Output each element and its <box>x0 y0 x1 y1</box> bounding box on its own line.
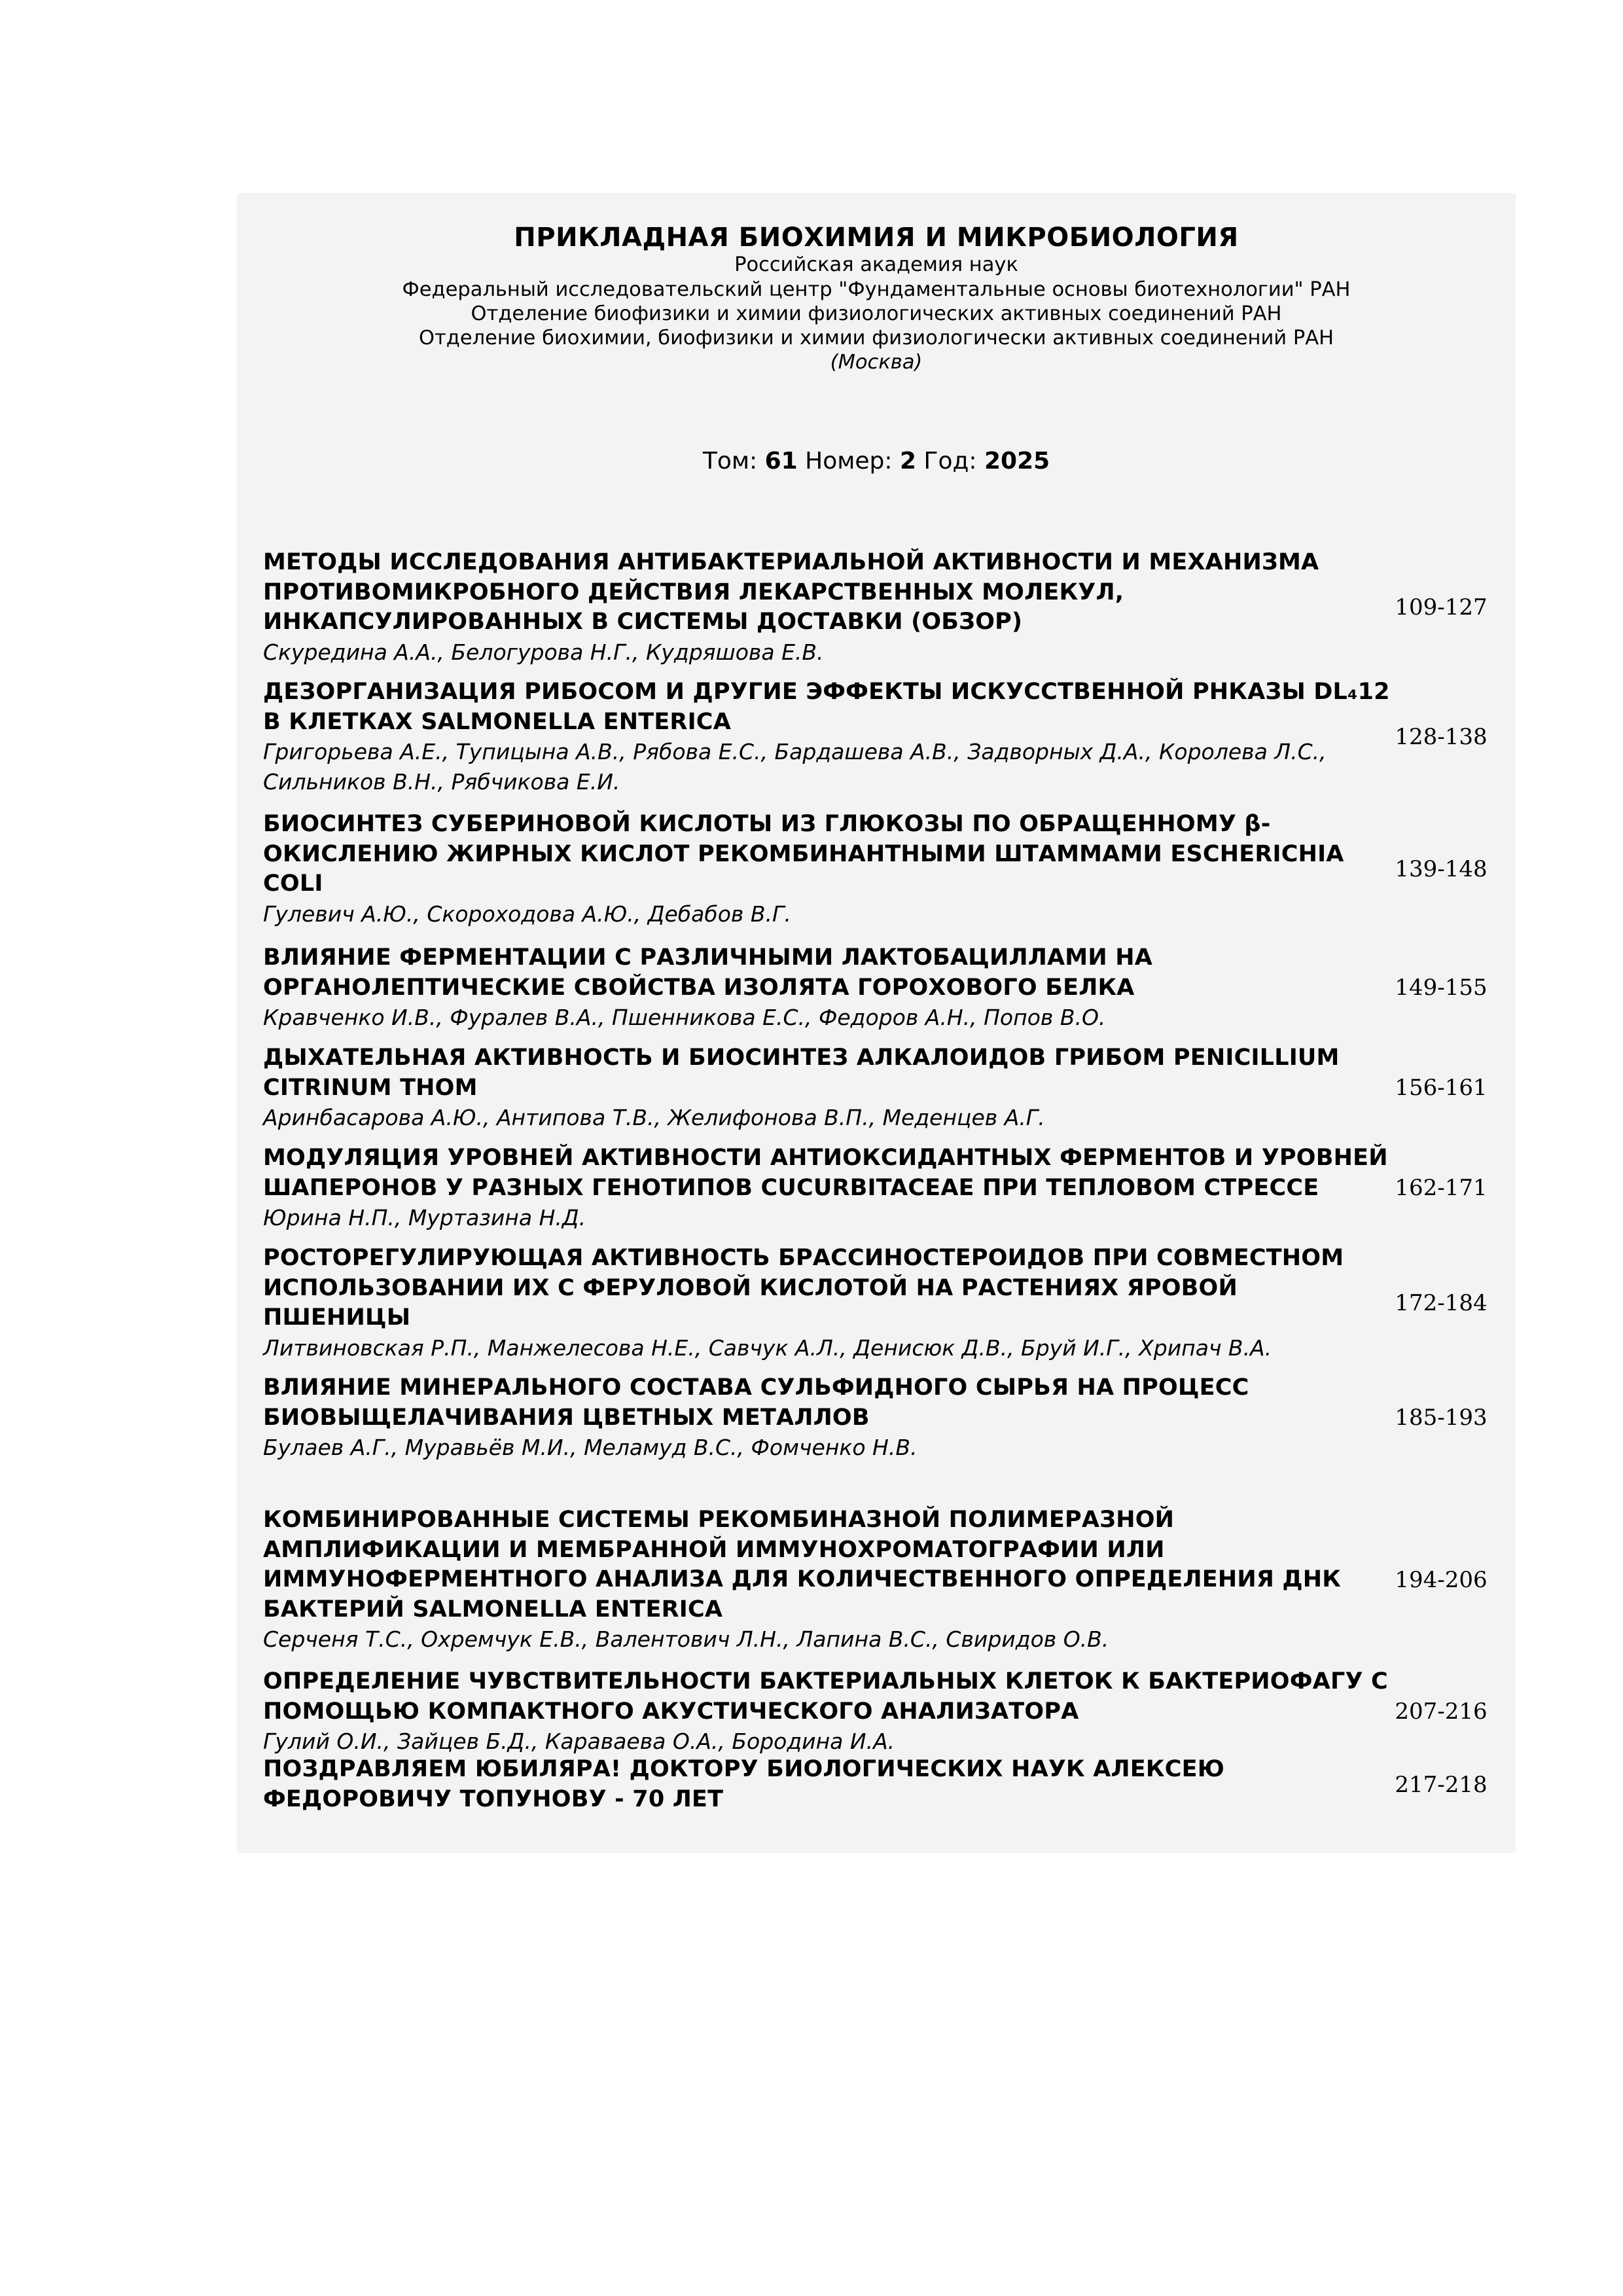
article-title-line[interactable]: АМПЛИФИКАЦИИ И МЕМБРАННОЙ ИММУНОХРОМАТОГРАФИИ ИЛИ <box>263 1536 1165 1563</box>
article-entry[interactable] <box>263 677 1488 797</box>
article-title-line[interactable]: В КЛЕТКАХ SALMONELLA ENTERICA <box>263 708 731 735</box>
article-authors-line: Гулий О.И., Зайцев Б.Д., Караваева О.А., Бородина И.А. <box>263 1729 895 1754</box>
article-title-line[interactable]: БИОВЫЩЕЛАЧИВАНИЯ ЦВЕТНЫХ МЕТАЛЛОВ <box>263 1404 870 1431</box>
article-pages: 207-216 <box>1395 1698 1488 1725</box>
article-pages: 156-161 <box>1395 1075 1488 1102</box>
article-title-line[interactable]: РОСТОРЕГУЛИРУЮЩАЯ АКТИВНОСТЬ БРАССИНОСТЕРОИДОВ ПРИ СОВМЕСТНОМ <box>263 1245 1344 1271</box>
article-authors-line: Литвиновская Р.П., Манжелесова Н.Е., Савчук А.Л., Денисюк Д.В., Бруй И.Г., Хрипач В.А. <box>263 1335 1272 1361</box>
journal-title: ПРИКЛАДНАЯ БИОХИМИЯ И МИКРОБИОЛОГИЯ <box>514 223 1239 253</box>
article-entry[interactable] <box>263 943 1488 1033</box>
article-authors-line: Сильников В.Н., Рябчикова Е.И. <box>263 768 620 795</box>
article-pages: 128-138 <box>1395 724 1488 750</box>
article-title-line[interactable]: ПОЗДРАВЛЯЕМ ЮБИЛЯРА! ДОКТОРУ БИОЛОГИЧЕСКИХ НАУК АЛЕКСЕЮ <box>263 1756 1224 1782</box>
article-title-line[interactable]: ПОМОЩЬЮ КОМПАКТНОГО АКУСТИЧЕСКОГО АНАЛИЗАТОРА <box>263 1698 1079 1725</box>
volume-value: 61 <box>764 448 798 475</box>
article-title-line[interactable]: ДЫХАТЕЛЬНАЯ АКТИВНОСТЬ И БИОСИНТЕЗ АЛКАЛОИДОВ ГРИБОМ PENICILLIUM <box>263 1045 1340 1071</box>
article-pages: 139-148 <box>1395 856 1488 882</box>
org-line: Отделение биохимии, биофизики и химии физиологически активных соединений РАН <box>418 327 1334 350</box>
article-title-line[interactable]: МОДУЛЯЦИЯ УРОВНЕЙ АКТИВНОСТИ АНТИОКСИДАНТНЫХ ФЕРМЕНТОВ И УРОВНЕЙ <box>263 1145 1388 1171</box>
year-label: Год: <box>923 448 977 475</box>
article-title-line[interactable]: БАКТЕРИЙ SALMONELLA ENTERICA <box>263 1596 723 1623</box>
article-title-line[interactable]: ДЕЗОРГАНИЗАЦИЯ РИБОСОМ И ДРУГИЕ ЭФФЕКТЫ ИСКУССТВЕННОЙ РНКАЗЫ DL₄12 <box>263 679 1390 705</box>
number-label: Номер: <box>805 448 893 475</box>
article-title-line[interactable]: CITRINUM THOM <box>263 1074 478 1101</box>
article-title-line[interactable]: ПРОТИВОМИКРОБНОГО ДЕЙСТВИЯ ЛЕКАРСТВЕННЫХ МОЛЕКУЛ, <box>263 579 1124 605</box>
article-authors-line: Аринбасарова А.Ю., Антипова Т.В., Желифонова В.П., Меденцев А.Г. <box>263 1105 1045 1130</box>
org-line: Федеральный исследовательский центр "Фундаментальные основы биотехнологии" РАН <box>402 278 1351 301</box>
article-title-line[interactable]: ШАПЕРОНОВ У РАЗНЫХ ГЕНОТИПОВ CUCURBITACEAE ПРИ ТЕПЛОВОМ СТРЕССЕ <box>263 1174 1319 1201</box>
article-pages: 109-127 <box>1395 594 1488 620</box>
article-title-line[interactable]: ВЛИЯНИЕ ФЕРМЕНТАЦИИ С РАЗЛИЧНЫМИ ЛАКТОБАЦИЛЛАМИ НА <box>263 944 1152 971</box>
article-title-line[interactable]: ПШЕНИЦЫ <box>263 1304 411 1331</box>
org-line: Отделение биофизики и химии физиологических активных соединений РАН <box>471 302 1282 325</box>
article-title-line[interactable]: COLI <box>263 870 323 897</box>
article-authors-line: Гулевич А.Ю., Скороходова А.Ю., Дебабов В.Г. <box>263 901 791 927</box>
article-entry[interactable] <box>263 1755 1488 1814</box>
number-value: 2 <box>900 448 917 475</box>
article-pages: 172-184 <box>1395 1290 1488 1316</box>
article-pages: 162-171 <box>1395 1175 1488 1202</box>
article-title-line[interactable]: ВЛИЯНИЕ МИНЕРАЛЬНОГО СОСТАВА СУЛЬФИДНОГО СЫРЬЯ НА ПРОЦЕСС <box>263 1374 1249 1401</box>
volume-label: Том: <box>702 448 758 475</box>
article-title-line[interactable]: КОМБИНИРОВАННЫЕ СИСТЕМЫ РЕКОМБИНАЗНОЙ ПОЛИМЕРАЗНОЙ <box>263 1507 1175 1533</box>
article-authors-line: Скуредина А.А., Белогурова Н.Г., Кудряшова Е.В. <box>263 639 824 665</box>
article-authors-line: Серченя Т.С., Охремчук Е.В., Валентович Л.Н., Лапина В.С., Свиридов О.В. <box>263 1626 1109 1652</box>
org-line: Российская академия наук <box>734 253 1018 276</box>
article-pages: 217-218 <box>1395 1771 1488 1798</box>
article-title-line[interactable]: БИОСИНТЕЗ СУБЕРИНОВОЙ КИСЛОТЫ ИЗ ГЛЮКОЗЫ ПО ОБРАЩЕННОМУ β- <box>263 811 1271 837</box>
article-title-line[interactable]: ИСПОЛЬЗОВАНИИ ИХ С ФЕРУЛОВОЙ КИСЛОТОЙ НА РАСТЕНИЯХ ЯРОВОЙ <box>263 1274 1238 1301</box>
article-title-line[interactable]: ОПРЕДЕЛЕНИЕ ЧУВСТВИТЕЛЬНОСТИ БАКТЕРИАЛЬНЫХ КЛЕТОК К БАКТЕРИОФАГУ С <box>263 1668 1388 1695</box>
article-entry[interactable] <box>263 1244 1488 1363</box>
article-authors-line: Григорьева А.Е., Тупицына А.В., Рябова Е.С., Бардашева А.В., Задворных Д.А., Королева Л.С., <box>263 739 1327 764</box>
article-entry[interactable] <box>263 1043 1488 1133</box>
article-authors-line: Кравченко И.В., Фуралев В.А., Пшенникова Е.С., Федоров А.Н., Попов В.О. <box>263 1005 1106 1030</box>
article-pages: 149-155 <box>1395 975 1488 1001</box>
article-title-line[interactable]: ИММУНОФЕРМЕНТНОГО АНАЛИЗА ДЛЯ КОЛИЧЕСТВЕННОГО ОПРЕДЕЛЕНИЯ ДНК <box>263 1566 1342 1592</box>
article-entry[interactable] <box>263 1143 1488 1233</box>
contents-panel <box>237 193 1516 1853</box>
article-authors-line: Булаев А.Г., Муравьёв М.И., Меламуд В.С., Фомченко Н.В. <box>263 1435 918 1460</box>
article-title-line[interactable]: ОКИСЛЕНИЮ ЖИРНЫХ КИСЛОТ РЕКОМБИНАНТНЫМИ ШТАММАМИ ESCHERICHIA <box>263 840 1344 867</box>
article-entry[interactable] <box>263 1505 1488 1655</box>
article-title-line[interactable]: ФЕДОРОВИЧУ ТОПУНОВУ - 70 ЛЕТ <box>263 1785 724 1812</box>
year-value: 2025 <box>984 448 1050 475</box>
article-pages: 185-193 <box>1395 1405 1488 1431</box>
article-entry[interactable] <box>263 810 1488 929</box>
article-entry[interactable] <box>263 1667 1488 1757</box>
article-title-line[interactable]: ИНКАПСУЛИРОВАННЫХ В СИСТЕМЫ ДОСТАВКИ (ОБЗОР) <box>263 609 1023 635</box>
article-entry[interactable] <box>263 548 1488 667</box>
article-entry[interactable] <box>263 1373 1488 1463</box>
issue-info <box>237 447 1516 476</box>
article-authors-line: Юрина Н.П., Муртазина Н.Д. <box>263 1205 586 1230</box>
article-pages: 194-206 <box>1395 1566 1488 1593</box>
article-title-line[interactable]: МЕТОДЫ ИССЛЕДОВАНИЯ АНТИБАКТЕРИАЛЬНОЙ АКТИВНОСТИ И МЕХАНИЗМА <box>263 549 1319 575</box>
city: (Москва) <box>830 351 923 374</box>
article-title-line[interactable]: ОРГАНОЛЕПТИЧЕСКИЕ СВОЙСТВА ИЗОЛЯТА ГОРОХОВОГО БЕЛКА <box>263 974 1135 1001</box>
